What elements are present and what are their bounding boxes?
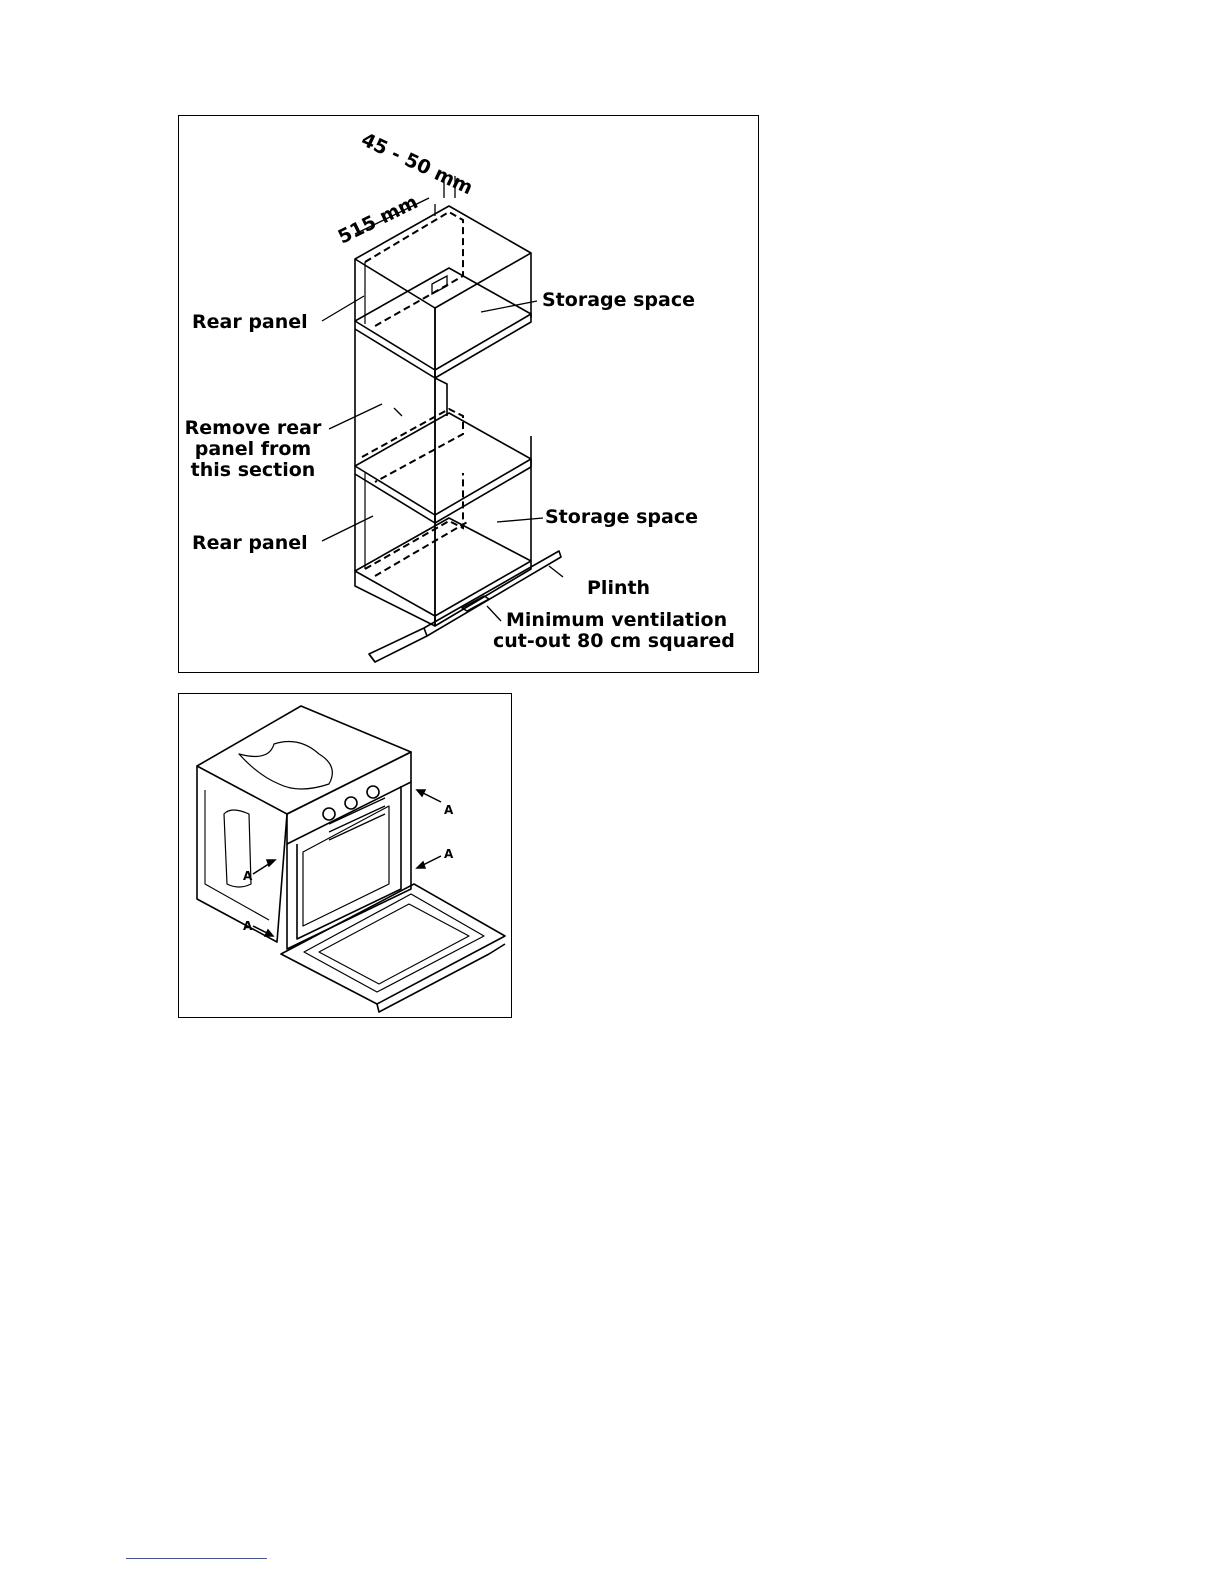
marker-a-4: A	[243, 919, 253, 933]
dim-depth-label: 45 - 50 mm	[357, 128, 477, 200]
storage-space-bottom-label: Storage space	[545, 506, 698, 528]
storage-space-top-label: Storage space	[542, 289, 695, 311]
remove-rear-label-2: panel from	[194, 438, 312, 460]
cabinet-installation-diagram	[178, 115, 759, 673]
cabinet-drawing	[179, 116, 760, 674]
marker-a-2: A	[444, 847, 454, 861]
ventilation-label-2: cut-out 80 cm squared	[493, 630, 735, 652]
ventilation-label-1: Minimum ventilation	[506, 609, 728, 631]
oven-door	[281, 884, 505, 1004]
remove-rear-label-1: Remove rear	[184, 417, 322, 439]
marker-a-3: A	[243, 869, 253, 883]
cabinet-base	[355, 518, 531, 616]
oven-drawing	[179, 694, 513, 1019]
rear-panel-top-label: Rear panel	[192, 311, 308, 333]
lower-shelf	[355, 413, 531, 515]
remove-rear-label-3: this section	[190, 459, 316, 481]
dim-width-label: 515 mm	[334, 191, 422, 249]
oven-fixing-diagram	[178, 693, 512, 1018]
rear-panel-bottom-label: Rear panel	[192, 532, 308, 554]
footnote-separator	[126, 1558, 267, 1559]
plinth-label: Plinth	[587, 577, 651, 599]
marker-a-1: A	[444, 803, 454, 817]
upper-shelf	[355, 268, 531, 370]
